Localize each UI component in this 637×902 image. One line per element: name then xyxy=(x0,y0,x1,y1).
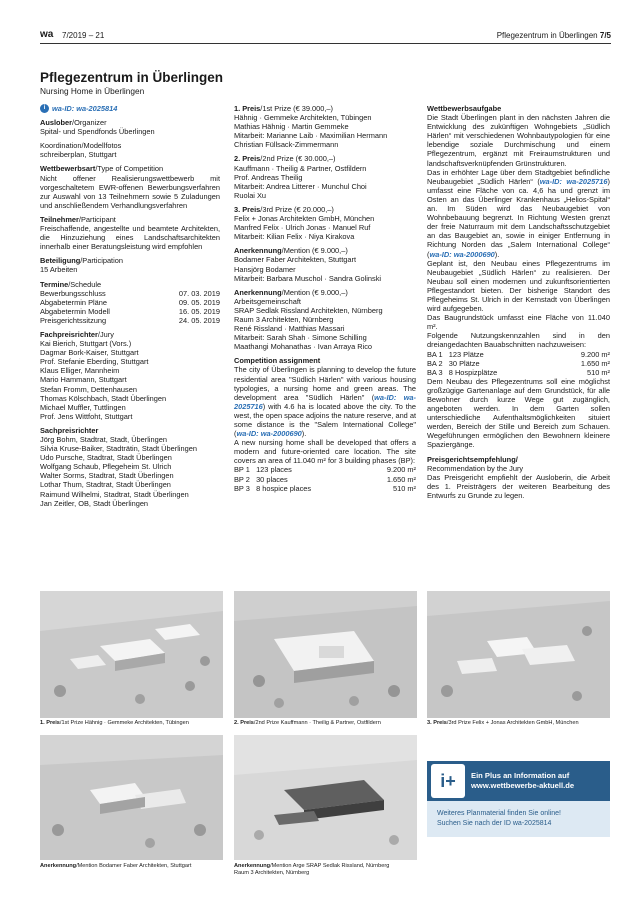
prize1-line: Christian Füllsack-Zimmermann xyxy=(234,140,339,150)
mention2-line: René Rissland · Matthias Massari xyxy=(234,324,345,334)
mention1-line: Bodamer Faber Architekten, Stuttgart xyxy=(234,255,357,265)
coordination-text: schreiberplan, Stuttgart xyxy=(40,150,117,160)
caption-mention2: Anerkennung/Mention Arge SRAP Sedlak Rissland, Nürnberg Raum 3 Architekten, Nürnberg xyxy=(234,863,390,876)
online-info-header xyxy=(427,761,610,801)
page-header xyxy=(40,30,611,44)
info-plus-icon: i+ xyxy=(431,764,465,798)
building-phase-row: BP 3 8 hospice places 510 m² xyxy=(234,483,416,493)
mention2-line: Arbeitsgemeinschaft xyxy=(234,296,301,306)
prize2-line: Ruolai Xu xyxy=(234,190,267,200)
online-info-line4: Suchen Sie nach der ID wa-2025814 xyxy=(437,820,552,827)
schedule-row: Abgabetermin Modell 16. 05. 2019 xyxy=(40,306,220,316)
wa-id-link[interactable]: wa-ID: wa-2025716 xyxy=(539,176,608,186)
jury-member: Prof. Jens Wittfoht, Stuttgart xyxy=(40,411,133,421)
issue-number: 7/2019 – 21 xyxy=(62,31,105,40)
page-number: 7/5 xyxy=(599,31,611,40)
jury-member: Thomas Kölschbach, Stadt Überlingen xyxy=(40,393,167,403)
wa-id-line[interactable] xyxy=(40,104,220,113)
prize1-line: Mitarbeit: Marianne Laib · Maximilian Hermann xyxy=(234,131,388,141)
wa-logo: wa xyxy=(40,29,54,40)
lay-jury-heading: Sachpreisrichter xyxy=(40,425,99,435)
task-text: Geplant ist, den Neubau eines Pflegezentrums im Neubaugebiet „Südlich Härlen“ zu realisieren. Der Neubau soll einen modernen und zukunftsorientierten Pflegestandort bieten. Der bisherige Standort des Pflegeheims St. Ulrich in der Kernstadt von Überlingen wird aufgegeben. xyxy=(427,258,610,314)
model-photo-prize3 xyxy=(427,591,610,718)
lay-jury-member: Jan Zeitler, OB, Stadt Überlingen xyxy=(40,498,149,508)
participant-text: Freischaffende, angestellte und beamtete Architekten, die Hinzuziehung eines Landschaftsarchitekten innerhalb einer Beratungsleistung wird empfohlen xyxy=(40,224,220,252)
organizer-heading: Auslober/Organizer xyxy=(40,118,107,128)
wa-id-link[interactable]: wa-ID: wa-2000690 xyxy=(429,249,495,259)
task-text: Das Baugrundstück umfasst eine Fläche von 11.040 m². xyxy=(427,313,610,332)
info-icon: i xyxy=(40,104,49,113)
jury-member: Kai Bierich, Stuttgart (Vors.) xyxy=(40,339,132,349)
caption-mention1: Anerkennung/Mention Bodamer Faber Architekten, Stuttgart xyxy=(40,863,192,869)
page-title: Pflegezentrum in Überlingen xyxy=(40,70,224,85)
jury-member: Prof. Stefanie Eberding, Stuttgart xyxy=(40,357,149,367)
assignment-text: The city of Überlingen is planning to develop the future residential area "Südlich Härlen" with various housing typologies, a nursing home and green areas. The development area "Südlich Härlen" (wa-ID: wa-2025716) with 4.6 ha is located above the city. To the west, the open space adjoins the nature reserve, and at some distance is the "Salem International College" (wa-ID: wa-2000690). xyxy=(234,365,417,439)
section-title: Pflegezentrum in Überlingen xyxy=(496,31,598,40)
caption-prize2: 2. Preis/2nd Prize Kauffmann · Theilig & Partner, Ostfildern xyxy=(234,720,381,726)
jury-heading: Fachpreisrichter/Jury xyxy=(40,329,114,339)
schedule-row: Preisgerichtssitzung 24. 05. 2019 xyxy=(40,315,220,325)
recommendation-subheading: Recommendation by the Jury xyxy=(427,463,524,473)
online-info-line3: Weiteres Planmaterial finden Sie online! xyxy=(437,810,561,817)
recommendation-heading: Preisgerichtsempfehlung/ xyxy=(427,454,518,464)
prize2-line: Prof. Andreas Theilig xyxy=(234,172,303,182)
building-section-row: BA 1 123 Plätze 9.200 m² xyxy=(427,349,610,359)
jury-member: Mario Hammann, Stuttgart xyxy=(40,375,127,385)
participation-text: 15 Arbeiten xyxy=(40,265,78,275)
online-info-url[interactable]: www.wettbewerbe-aktuell.de xyxy=(471,781,575,790)
prize1-line: Mathias Hähnig · Martin Gemmeke xyxy=(234,122,349,132)
model-photo-mention1 xyxy=(40,735,223,860)
column-prizes xyxy=(234,104,416,493)
jury-member: Stefan Fromm, Dettenhausen xyxy=(40,384,137,394)
participant-heading: Teilnehmer/Participant xyxy=(40,214,116,224)
header-section xyxy=(497,31,611,40)
schedule-heading: Termine/Schedule xyxy=(40,279,102,289)
lay-jury-member: Silvia Kruse-Baiker, Stadträtin, Stadt Überlingen xyxy=(40,444,197,454)
prize3-heading: 3. Preis/3rd Prize (€ 20.000,–) xyxy=(234,204,334,214)
lay-jury-member: Jörg Bohm, Stadtrat, Stadt, Überlingen xyxy=(40,435,167,444)
lay-jury-member: Wolfgang Schaub, Pflegeheim St. Ulrich xyxy=(40,462,172,472)
online-info-line1: Ein Plus an Information auf xyxy=(471,771,570,780)
model-photo-prize2 xyxy=(234,591,417,718)
online-info-body xyxy=(427,801,610,837)
prize3-line: Mitarbeit: Kilian Felix · Niya Kirakova xyxy=(234,232,355,242)
jury-member: Dagmar Bork-Kaiser, Stuttgart xyxy=(40,348,139,358)
mention2-line: SRAP Sedlak Rissland Architekten, Nürnberg xyxy=(234,305,383,315)
building-phase-row: BP 1 123 places 9.200 m² xyxy=(234,465,416,475)
mention1-line: Mitarbeit: Barbara Muschol · Sandra Golinski xyxy=(234,273,382,283)
lay-jury-member: Lothar Thum, Stadtrat, Stadt Überlingen xyxy=(40,480,171,490)
mention1-heading: Anerkennung/Mention (€ 9.000,–) xyxy=(234,246,348,256)
mention2-line: Mitarbeit: Sarah Shah · Simone Schilling xyxy=(234,333,367,343)
prize1-line: Hähnig · Gemmeke Architekten, Tübingen xyxy=(234,113,372,123)
wa-id-link[interactable]: wa-ID: wa-2025716 xyxy=(234,392,416,411)
mention2-line: Raum 3 Architekten, Nürnberg xyxy=(234,314,334,324)
task-text: Die Stadt Überlingen plant in den nächsten Jahren die Entwicklung des zukünftigen Wohngebiets „Südlich Härlen“ mit verschiedenen Wohnbautypologien für eine lebendige soziale Durchmischung und einem Pflegezentrum, ergänzt mit Freiraumstrukturen und landschaftsverknüpfenden Grünstrukturen. xyxy=(427,113,610,168)
prize2-line: Mitarbeit: Andrea Litterer · Munchul Choi xyxy=(234,181,367,191)
model-photo-prize1 xyxy=(40,591,223,718)
model-photo-mention2 xyxy=(234,735,417,860)
wa-id-link[interactable]: wa-ID: wa-2000690 xyxy=(236,429,302,439)
schedule-row: Abgabetermin Pläne 09. 05. 2019 xyxy=(40,297,220,307)
assignment-text-2: A new nursing home shall be developed that offers a modern and future-oriented care location. The site covers an area of 11.040 m² for 3 building phases (BP): xyxy=(234,438,416,466)
header-rule xyxy=(40,43,611,44)
building-phase-row: BP 2 30 places 1.650 m² xyxy=(234,474,416,484)
building-section-row: BA 2 30 Plätze 1.650 m² xyxy=(427,358,610,368)
recommendation-text: Das Preisgericht empfiehlt der Ausloberin, die Arbeit des 1. Preisträgers der weiteren Bearbeitung des Entwurfs zu Grunde zu legen. xyxy=(427,472,610,500)
coordination-label: Koordination/Modellfotos xyxy=(40,141,122,151)
task-text: Folgende Nutzungskennzahlen sind in den dreiangedachten Bauabschnitten nachzuweisen: xyxy=(427,331,610,350)
prize3-line: Manfred Felix · Ulrich Jonas · Manuel Ruf xyxy=(234,223,371,233)
task-text: Das in erhöhter Lage über dem Stadtgebiet befindliche Neubaugebiet „Südlich Härlen“ (wa-ID: wa-2025716) umfasst eine Fläche von ca. 4,6 ha und grenzt im Osten an das Überlinger Krankenhaus „Helios-Spital“ an. Im Süden wird das Neubaugebiet von Wohnbebauung begrenzt. In Richtung Westen grenzt der freie Naturraum mit dem Landschaftsschutzgebiet an das Baugebiet an, sowie in einiger Entfernung in Richtung Norden das „Salem International College“ (wa-ID: wa-2000690). xyxy=(427,167,610,259)
prize2-line: Kauffmann · Theilig & Partner, Ostfildern xyxy=(234,163,367,173)
assignment-heading: Competition assignment xyxy=(234,356,321,366)
competition-type-heading: Wettbewerbsart/Type of Competition xyxy=(40,164,164,174)
jury-member: Michael Muffler, Tuttlingen xyxy=(40,402,126,412)
prize1-heading: 1. Preis/1st Prize (€ 39.000,–) xyxy=(234,104,334,113)
online-info-box[interactable] xyxy=(427,761,610,837)
mention2-line: Maathangi Mohanathas · Ivan Arraya Rico xyxy=(234,342,373,352)
wa-id-label[interactable]: wa-ID: wa-2025814 xyxy=(52,104,118,113)
competition-type-text: Nicht offener Realisierungswettbewerb mit vorgeschaltetem EWR-offenen Bewerbungsverfahren zur Auswahl von 13 Teilnehmern sowie 5 Zuladungen und anschließendem Verhandlungsverfahren xyxy=(40,173,220,210)
page-subtitle: Nursing Home in Überlingen xyxy=(40,86,145,96)
schedule-row: Bewerbungsschluss 07. 03. 2019 xyxy=(40,288,220,298)
column-info xyxy=(40,104,220,508)
organizer-text: Spital- und Spendfonds Überlingen xyxy=(40,127,155,137)
lay-jury-member: Udo Pursche, Stadtrat, Stadt Überlingen xyxy=(40,453,172,463)
mention2-heading: Anerkennung/Mention (€ 9.000,–) xyxy=(234,287,348,297)
prize2-heading: 2. Preis/2nd Prize (€ 30.000,–) xyxy=(234,154,336,164)
building-section-row: BA 3 8 Hospizplätze 510 m² xyxy=(427,367,610,377)
prize3-line: Felix + Jonas Architekten GmbH, München xyxy=(234,214,375,224)
participation-heading: Beteiligung/Participation xyxy=(40,256,123,266)
caption-prize3: 3. Preis/3rd Prize Felix + Jonas Architekten GmbH, München xyxy=(427,720,579,726)
lay-jury-member: Raimund Wilhelmi, Stadtrat, Stadt Überlingen xyxy=(40,489,189,499)
task-text: Dem Neubau des Pflegezentrums soll eine möglichst großzügige Gartenanlage auf dem Grundstück, für alle Bewohner durch kurze Wege gut zugänglich, angeboten werden. In dem Garten sollen unterschiedliche Aufenthaltsmöglichkeiten situiert werden, Bereich der Stille und Bereich zum Schauen. Wegeführungen ermöglichen den Bewohnern kleinere Spaziergänge. xyxy=(427,376,610,450)
column-task xyxy=(427,104,610,500)
caption-prize1: 1. Preis/1st Prize Hähnig · Gemmeke Architekten, Tübingen xyxy=(40,720,189,726)
task-heading: Wettbewerbsaufgabe xyxy=(427,104,502,113)
lay-jury-member: Walter Sorms, Stadtrat, Stadt Überlingen xyxy=(40,471,174,481)
mention1-line: Hansjörg Bodamer xyxy=(234,264,296,274)
jury-member: Klaus Elliger, Mannheim xyxy=(40,366,120,376)
